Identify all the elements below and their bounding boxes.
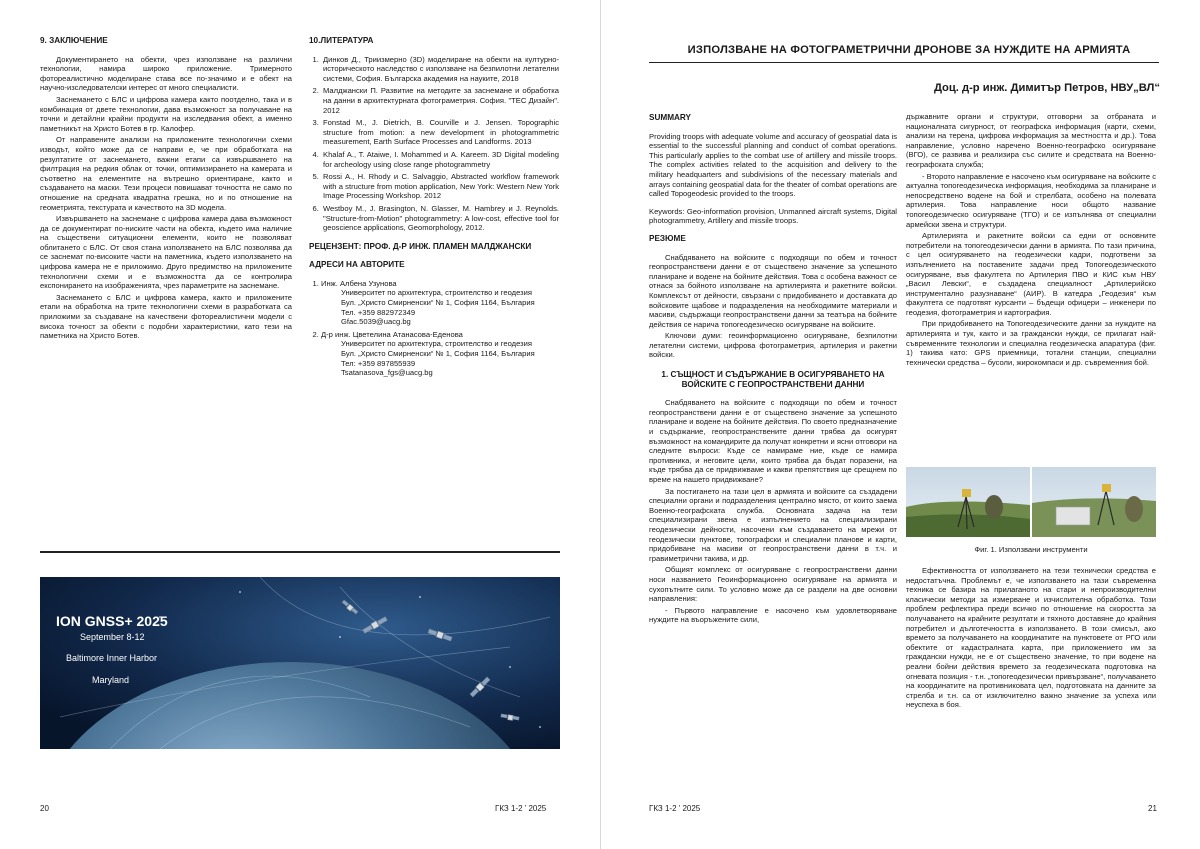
banner-venue: Baltimore Inner Harbor (66, 653, 158, 663)
author-street: Бул. „Христо Смирненски“ № 1, София 1164, България (341, 349, 535, 359)
section-10-heading: 10.ЛИТЕРАТУРА (309, 36, 374, 45)
paragraph: Общият комплекс от осигуряване с геопространствени данни носи названието Геоинформационно осигуряване на армията и сухопътните сили. То условно може да се раздели на две основни направления: (649, 565, 897, 604)
article-author: Доц. д-р инж. Димитър Петров, НВУ„ВЛ“ (933, 82, 1160, 94)
author-affiliation: Университет по архитектура, строителство и геодезия (341, 339, 532, 349)
author-street: Бул. „Христо Смирненски“ № 1, София 1164, България (341, 298, 535, 308)
journal-issue: ГКЗ 1-2 ’ 2025 (649, 804, 701, 813)
banner-dates: September 8-12 (80, 632, 145, 642)
paragraph: - Второто направление е насочено към осигуряване на войските с актуална топогеодезическа информация, необходима за планиране и непосредствено водене на бой и стрелбата, особено на полевата артилерия. Това направление носи общото название топогеодезическо осигуряване (ТГО) и се изпълнява от специални армейски звена и структури. (906, 171, 1156, 229)
author-affiliation: Университет по архитектура, строителство и геодезия (341, 288, 532, 298)
surveying-instruments-photo (906, 467, 1156, 537)
article-column-2 (906, 112, 1156, 369)
figure-1-photos (906, 467, 1156, 537)
reference-list (309, 55, 559, 233)
paragraph: - Първото направление е насочено към удовлетворяване нуждите на въоръжените сили, (649, 605, 897, 625)
summary-heading: SUMMARY (649, 113, 691, 122)
reference-item: 6. Westboy M., J. Brasington, N. Glasser, M. Hambrey и J. Reynolds. "Structure-from-Motion" photogrammetry: A low-cost, effective tool for geoscience applications, Geomorphology, 2012. (321, 204, 559, 233)
page-number: 20 (40, 804, 49, 813)
keywords-bg: Ключови думи: геоинформационно осигуряване, безпилотни летателни системи, цифрова фотограметрия, артилерия и ракетни войски. (649, 331, 897, 360)
conclusion-column (40, 36, 292, 343)
banner-location: Maryland (92, 675, 130, 685)
paragraph: Артилерията и ракетните войски са едни от основните потребители на топогеодезически данни в армията. По тази причина, с цел осигуряването на геодезически кадри, подготвени за изпълнението на поставените задачи пред Топогеодезическото осигуряване, във факултета по Артилерия ПВО и КИС към НВУ „Васил Левски“, е създадена специалност „Артилерийско инструментално разузнаване“ (АИР). В катедра „Геодезия“ към факултета се подготвят курсанти – бъдещи офицери – инженери по геодезия, фотограметрия и картография. (906, 231, 1156, 317)
article-column-1 (649, 113, 897, 627)
page-number: 21 (1148, 804, 1157, 813)
author-email: Gfac.5039@uacg.bg (341, 317, 411, 327)
banner-title: ION GNSS+ 2025 (56, 613, 168, 629)
paragraph: При придобиването на Топогеодезическите данни за нуждите на артилерията и тук, както и за граждански нужди, се прилагат най-съвременните технологии и специална геодезическа апаратура (фиг. 1) такива като: GPS приемници, тотални станции, специални технически средства – бусоли, жирокомпаси и др. съвременния бой. (906, 319, 1156, 367)
reference-item: 1. Динков Д., Триизмерно (3D) моделиране на обекти на културно-историческото наследство с използване на безпилотни летателни системи, София. Българска академия на науките, 2018 (321, 55, 559, 84)
conference-banner (40, 577, 560, 749)
article-column-2-lower (906, 566, 1156, 712)
resume-text: Снабдяването на войските с подходящи по обем и точност геопространствени данни е от съществено значение за успешното планиране и водене на бойните действия. Това с особена важност се отнася за бойното използване на артилерията и ракетните войски. Комплексът от дейности, свързани с придобиването и доставката до войсковите щабове и подразделения на необходимите материали и масиви, съдържащи геопространствени данни за театъра на бойните действия се нарича топогеодезическо осигуряване на войските. (649, 252, 897, 329)
paragraph: Ефективността от използването на тези технически средства е недостатъчна. Проблемът е, че използването на тази съвременна техника се базира на прилаганото на стари и непроизводителни класически методи за измерване и изчислителна обработка. Този проблем рефлектира преди всичко по отношение на скоростта за получаването на крайните резултати и тяхното доставяне до крайния потребител и дълготечността в използването. В този смисъл, ако времето за получаването на координатите на пунктовете от РГО или обектите от кадастралната карта, при приложението им за граждански нужди, не е от съществено значение, то при водене на реални бойни действия времето за геодезическата подготовка на огневата позиция - т.н. „топогеодезически привързване“, получаването на координатите на противниковата цел, подготовката на данните за стрелба и т.н. са от изключително важно значение за успеха или неуспеха в боя. (906, 566, 1156, 710)
author-address (321, 330, 559, 378)
author-email: Tsatanasova_fgs@uacg.bg (341, 368, 433, 378)
reference-item: 4. Khalaf A., T. Ataiwe, I. Mohammed и A. Kareem. 3D Digital modeling for archeology using close range photogrammetry (321, 150, 559, 169)
figure-caption: Фиг. 1. Използвани инструменти (974, 545, 1088, 554)
section-1-heading: 1. СЪЩНОСТ И СЪДЪРЖАНИЕ В ОСИГУРЯВАНЕТО НА ВОЙСКИТЕ С ГЕОПРОСТРАНСТВЕНИ ДАННИ (661, 370, 885, 389)
author-phone: Тел: +359 897855939 (341, 358, 416, 368)
section-9-heading: 9. ЗАКЛЮЧЕНИЕ (40, 36, 108, 45)
reviewer-line: РЕЦЕНЗЕНТ: ПРОФ. Д-Р ИНЖ. ПЛАМЕН МАЛДЖАНСКИ (309, 241, 532, 251)
right-page (600, 0, 1200, 849)
author-name: Д-р инж. Цветелина Атанасова-Еденова (321, 329, 463, 339)
paragraph: Документирането на обекти, чрез използване на различни технологии, намира широко приложение. Тримерното фотореалистично моделиране става все по-значимо и е обект на научно-изследователски интерес от много специалисти. (40, 54, 292, 93)
resume-heading: РЕЗЮМЕ (649, 233, 686, 243)
paragraph: Снабдяването на войските с подходящи по обем и точност геопространствени данни е от съществено значение за успешното планиране и водене на бойните действия. По своето предназначение и съдържание, геопространствените данни трябва да осигурят възможност на командирите да получат конкретни и ясни отговори на следните въпроси: Къде се намираме ние, къде се намира противника, и неговите цели, които трябва да бъдат поразени, на къде трябва да се придвижваме и какви препятствия ще срещнем по време на нашето придвижване? (649, 398, 897, 484)
article-title: ИЗПОЛЗВАНЕ НА ФОТОГРАМЕТРИЧНИ ДРОНОВЕ ЗА НУЖДИТЕ НА АРМИЯТА (687, 44, 1131, 56)
keywords-en: Keywords: Geo-information provision, Unmanned aircraft systems, Digital photogrammetry, Artillery and missile troops. (649, 206, 897, 226)
authors-heading: АДРЕСИ НА АВТОРИТЕ (309, 260, 405, 270)
references-column (309, 36, 559, 381)
author-phone: Тел. +359 882972349 (341, 307, 416, 317)
paragraph: Заснемането с БЛС и цифрова камера както поотделно, така и в комбинация от двете технологии, дава възможност за получаване на точни и детайлни крайни продукти на изследвания обект, а именно паметникът на Христо Ботев в гр. Калофер. (40, 94, 292, 133)
author-address (321, 279, 559, 327)
paragraph: За постигането на тази цел в армията и войските са създадени специални органи и подразделения централно място, от които заема Военно-географската служба. Основната задача на тези специализирани звена е изпълнението на специализирани геодезически дейности, насочени към създаването на мрежи от геодезически пунктове, топографски и специални планове и карти, придобиване на масиви от геопространствени данни в т.ч. и гравиметрични такива, и др. (649, 486, 897, 563)
author-name: Инж. Албена Узунова (321, 278, 397, 288)
divider-rule (40, 551, 560, 553)
reference-item: 5. Rossi A., H. Rhody и C. Salvaggio, Abstracted workflow framework with a structure from motion application, New York: Western New York Image Processing Workshop. 2012 (321, 172, 559, 201)
reference-item: 2. Малджански П. Развитие на методите за заснемане и обработка на данни в архитектурната фотограметрия. София. "ТЕС Дизайн". 2012 (321, 86, 559, 115)
author-address-list (309, 279, 559, 378)
reference-item: 3. Fonstad M., J. Dietrich, B. Courville и J. Jensen. Topographic structure from motion: a new development in photogrammetric measurement, Earth Surface Processes and Landforms. 2013 (321, 118, 559, 147)
paragraph: Заснемането с БЛС и цифрова камера, както и приложените етапи на обработка на трите технологични схеми в разработката са приложими за създаване на качествени фотореалистични модели с висока точност за обекти с подобни характеристики, като тези на паметника на Христо Ботев. (40, 292, 292, 341)
journal-issue: ГКЗ 1-2 ’ 2025 (495, 804, 547, 813)
summary-text: Providing troops with adequate volume and accuracy of geospatial data is essential to the successful planning and conduct of combat operations. This particularly applies to the combat use of artillery and missile troops. The complex activities related to the acquisition and delivery to the military headquarters and subdivisions of the necessary materials and arrays containing geospatial data for the theater of combat operations are called Topogeodesic provided to the troops. (649, 131, 897, 199)
title-underline (649, 62, 1159, 63)
paragraph: Извършването на заснемане с цифрова камера дава възможност да се документират по-ниските части на обекта, където има наличие на съществени ситуационни елементи, които не позволяват облитането с БЛС. От своя стана използването на БЛС позволява да се заснемат по-високите части на паметника, където използването на цифрова камера не е приложимо. Друго предимство на приложените технологични схеми и е възможността да се контролира експонирането на изображенията, чрез параметрите на заснемане. (40, 214, 292, 291)
earth-satellites-graphic (40, 577, 560, 749)
paragraph: От направените анализи на приложените технологични схеми изводът, който може да се направи е, че при обработката на резултатите от заснемането, важни етапи са извършването на филтрация на редкия облак от точки, оптимизирането на камерата и съответно на елементите на вътрешно ориентиране, както и създаването на маски. Тези процеси повишават точността не само по отношение на средната квадратна грешка, но и по отношение на геометрията, текстурата и качеството на 3D модела. (40, 135, 292, 212)
paragraph: държавните органи и структури, отговорни за отбраната и националната сигурност, от географска информация (карти, схеми, анализи на терена, цифрова информация за местността и др.). Това направление, условно наречено Военно-географско осигуряване (ВГО), се развива и реализира със силите и средствата на Военно-географската служба; (906, 112, 1156, 169)
